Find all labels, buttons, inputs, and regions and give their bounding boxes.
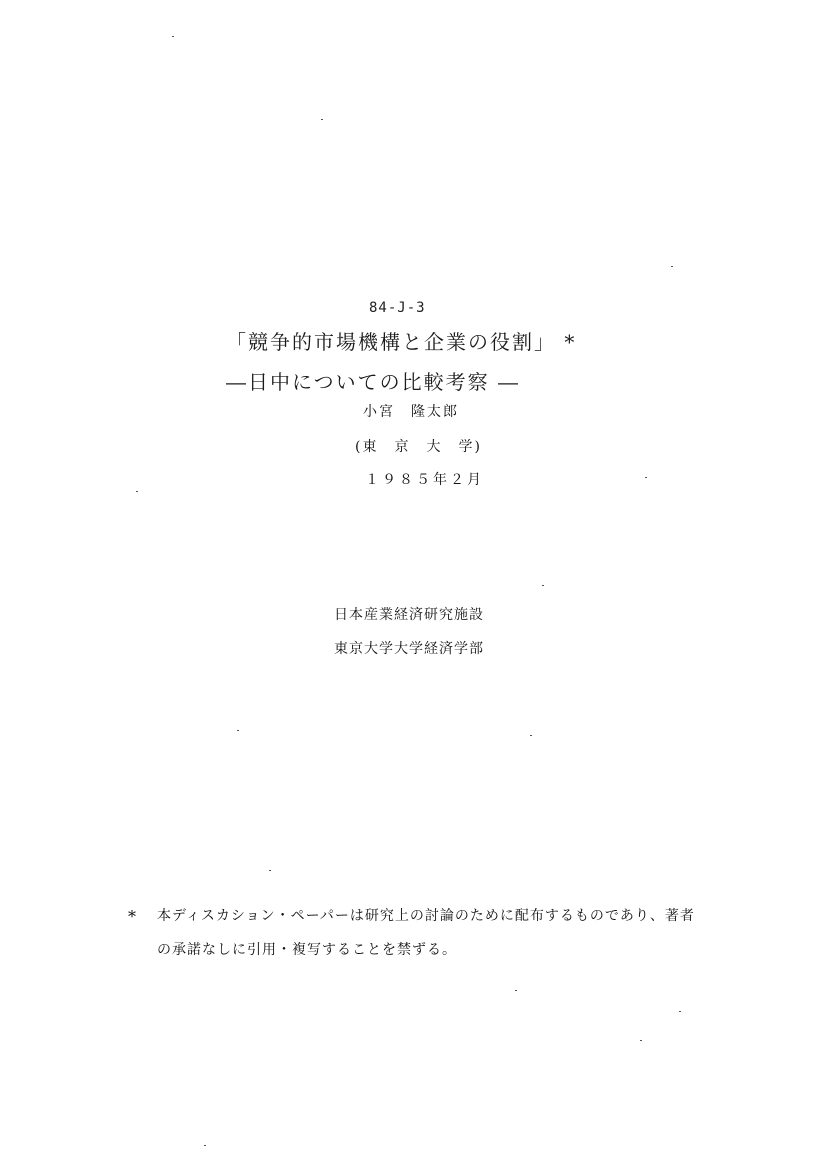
scan-speck [172, 36, 174, 37]
footnote-line: の承諾なしに引用・複写することを禁ずる。 [157, 942, 457, 958]
scan-speck [515, 990, 517, 991]
scan-speck [671, 266, 673, 267]
scan-speck [530, 735, 532, 736]
scan-speck [237, 730, 239, 731]
publication-date: １９８５年２月 [365, 472, 484, 488]
scan-speck [321, 119, 323, 120]
paper-title: 「競争的市場機構と企業の役割」 * [226, 330, 577, 354]
paper-subtitle: ―日中についての比較考察 ― [226, 370, 520, 394]
scan-speck [269, 870, 271, 871]
paper-id: 84-J-3 [369, 300, 426, 316]
scan-speck [640, 1040, 642, 1041]
scan-speck [645, 477, 647, 478]
footnote-asterisk: * [128, 907, 136, 926]
author-name: 小宮 隆太郎 [363, 404, 459, 420]
institute-name: 日本産業経済研究施設 [334, 607, 484, 623]
scan-speck [136, 491, 138, 492]
scan-speck [679, 1011, 681, 1012]
faculty-name: 東京大学大学経済学部 [334, 641, 484, 657]
scan-speck [204, 1145, 206, 1146]
author-affiliation: (東 京 大 学) [355, 439, 482, 455]
footnote-line: 本ディスカション・ペーパーは研究上の討論のために配布するものであり、著者 [157, 908, 695, 924]
scan-speck [542, 585, 544, 586]
